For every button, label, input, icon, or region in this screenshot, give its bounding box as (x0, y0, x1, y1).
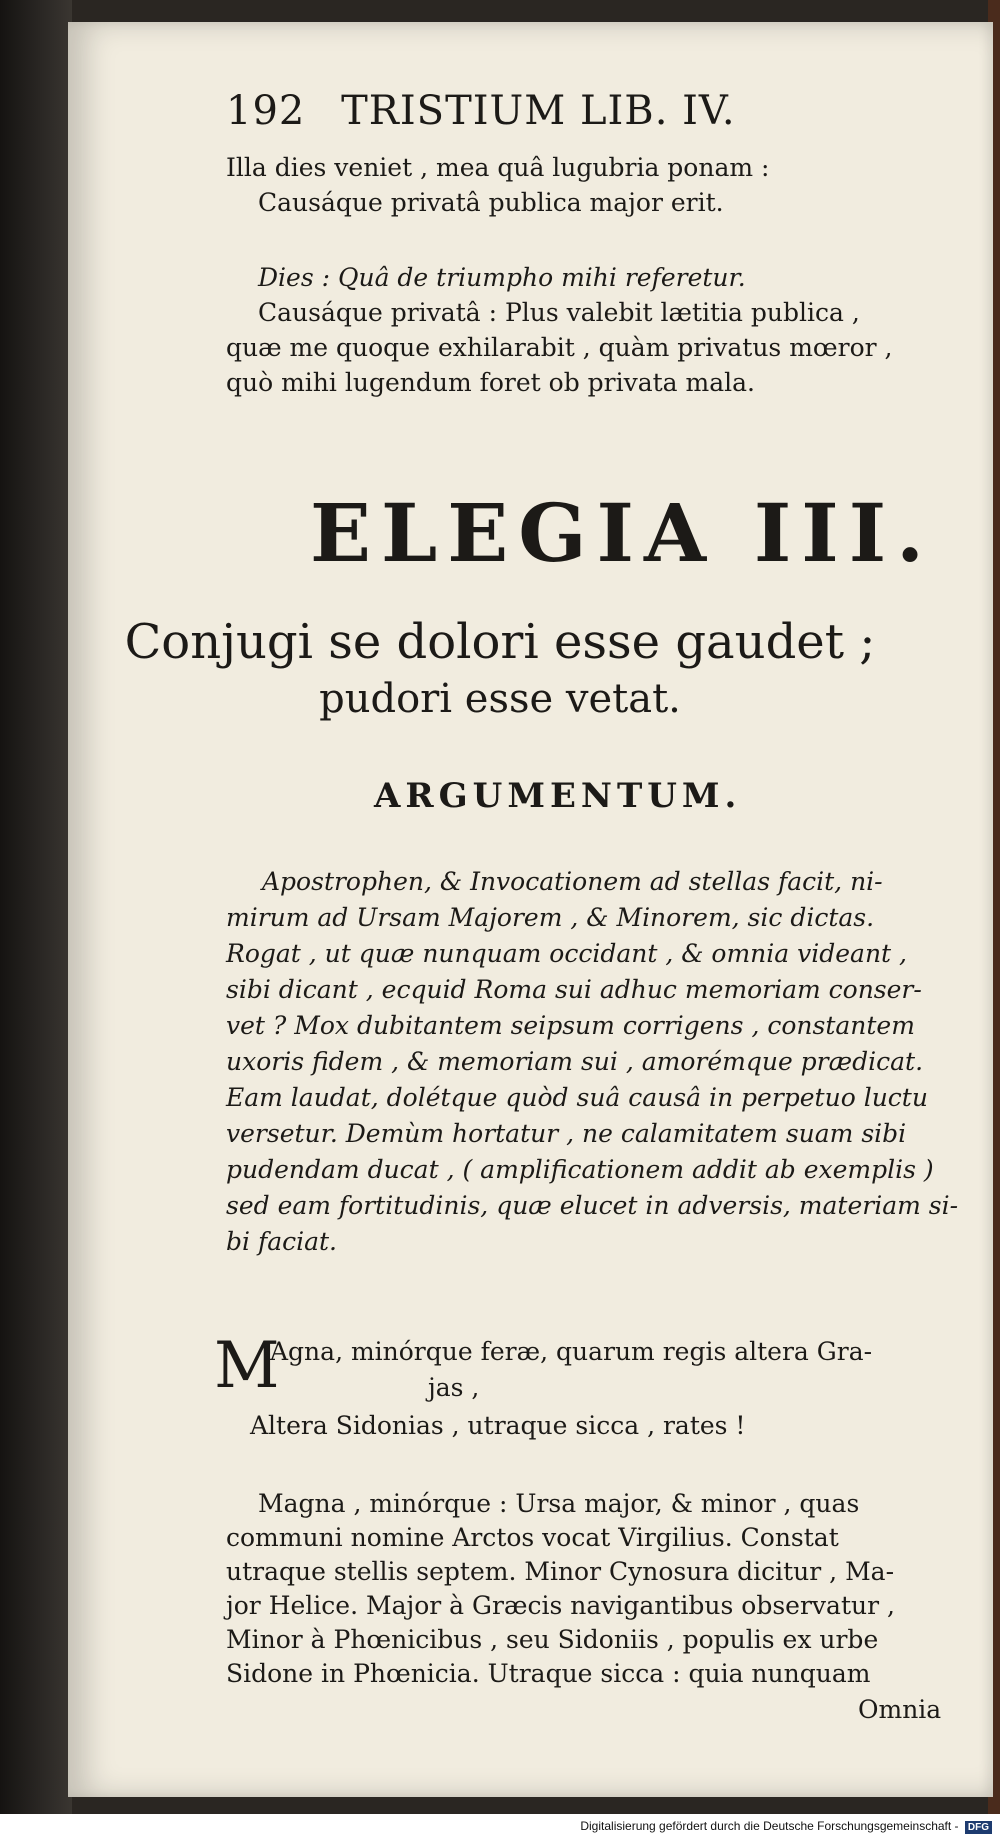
commentary-line: Causáque privatâ : Plus valebit lætitia publica , (258, 298, 860, 327)
verse-line-continuation: jas , (428, 1373, 480, 1402)
dfg-logo: DFG (965, 1821, 992, 1834)
page-number: 192 (226, 88, 306, 134)
running-title: TRISTIUM LIB. IV. (341, 88, 736, 134)
verse-line: Agna, minórque feræ, quarum regis altera Gra- (270, 1337, 873, 1366)
digitization-credit (580, 1819, 992, 1834)
elegy-subtitle-line: pudori esse vetat. (319, 676, 681, 722)
commentary-line: Magna , minórque : Ursa major, & minor , quas (258, 1489, 860, 1518)
argumentum-line: mirum ad Ursam Majorem , & Minorem, sic dictas. (226, 903, 875, 932)
argumentum-line: sed eam fortitudinis, quæ elucet in adversis, materiam si- (226, 1191, 959, 1220)
verse-line: Altera Sidonias , utraque sicca , rates ! (250, 1411, 746, 1440)
argumentum-line: sibi dicant , ecquid Roma sui adhuc memoriam conser- (226, 975, 922, 1004)
commentary-line: jor Helice. Major à Græcis navigantibus observatur , (226, 1591, 895, 1620)
catchword: Omnia (858, 1695, 942, 1724)
argumentum-line: Eam laudat, dolétque quòd suâ causâ in perpetuo luctu (226, 1083, 928, 1112)
commentary-line: Dies : Quâ de triumpho mihi referetur. (258, 263, 746, 292)
argumentum-line: Apostrophen, & Invocationem ad stellas facit, ni- (262, 867, 883, 896)
elegy-subtitle-line: Conjugi se dolori esse gaudet ; (124, 614, 876, 670)
argumentum-heading: ARGUMENTUM. (374, 776, 742, 816)
credit-text: Digitalisierung gefördert durch die Deutsche Forschungsgemeinschaft - (580, 1819, 959, 1833)
verse-line: Causáque privatâ publica major erit. (258, 188, 724, 217)
commentary-line: Minor à Phœnicibus , seu Sidoniis , populis ex urbe (226, 1625, 879, 1654)
commentary-line: quæ me quoque exhilarabit , quàm privatus mœror , (226, 333, 893, 362)
argumentum-line: Rogat , ut quæ nunquam occidant , & omnia videant , (226, 939, 907, 968)
commentary-line: quò mihi lugendum foret ob privata mala. (226, 368, 755, 397)
running-head (226, 88, 736, 134)
argumentum-line: uxoris fidem , & memoriam sui , amorémque prædicat. (226, 1047, 924, 1076)
book-binding-left (0, 0, 72, 1839)
argumentum-line: versetur. Demùm hortatur , ne calamitatem suam sibi (226, 1119, 907, 1148)
commentary-line: Sidone in Phœnicia. Utraque sicca : quia nunquam (226, 1659, 871, 1688)
commentary-line: utraque stellis septem. Minor Cynosura dicitur , Ma- (226, 1557, 895, 1586)
argumentum-line: bi faciat. (226, 1227, 337, 1256)
argumentum-line: vet ? Mox dubitantem seipsum corrigens , constantem (226, 1011, 915, 1040)
drop-capital: M (214, 1329, 280, 1403)
verse-line: Illa dies veniet , mea quâ lugubria ponam : (226, 153, 770, 182)
elegy-heading: ELEGIA III. (310, 486, 934, 580)
commentary-line: communi nomine Arctos vocat Virgilius. Constat (226, 1523, 839, 1552)
argumentum-line: pudendam ducat , ( amplificationem addit ab exemplis ) (226, 1155, 934, 1184)
